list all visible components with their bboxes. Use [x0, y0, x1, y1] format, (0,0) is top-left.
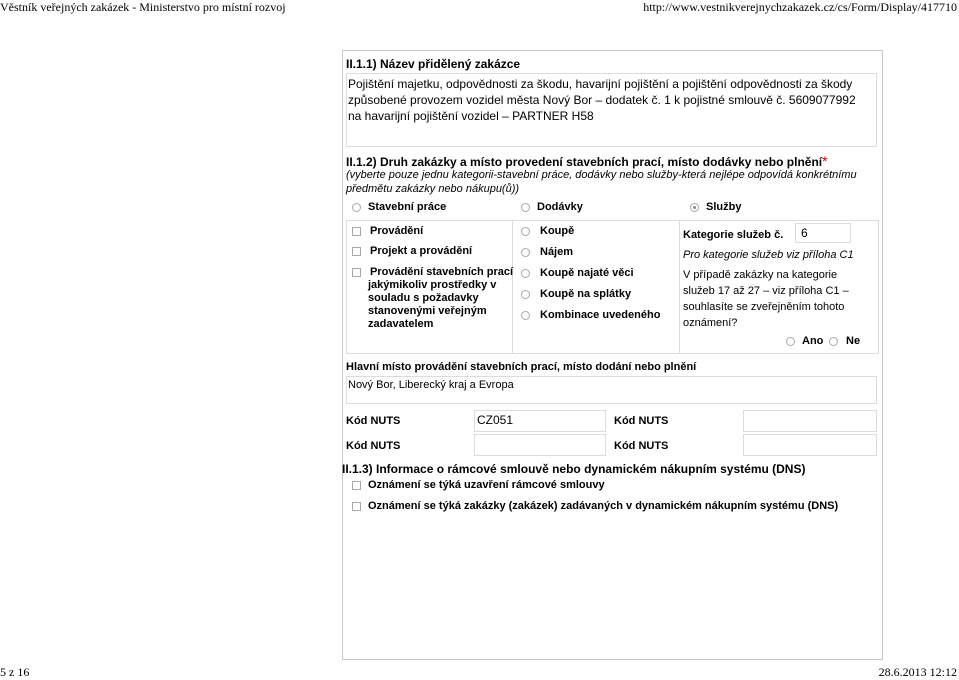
contract-name-line: Pojištění majetku, odpovědnosti za škodu, havarijní pojištění a pojištění odpovědnosti za škody — [348, 77, 853, 91]
radio-koupe-najate-veci[interactable] — [521, 269, 530, 278]
question-line: oznámení? — [683, 317, 738, 329]
nuts-label: Kód NUTS — [346, 440, 401, 452]
nuts-label: Kód NUTS — [614, 440, 669, 452]
nuts-field-3[interactable] — [474, 434, 606, 456]
type-label-stavebni: Stavební práce — [368, 201, 447, 213]
section-heading-name: II.1.1) Název přidělený zakázce — [346, 57, 521, 71]
checkbox-provadeni[interactable] — [352, 227, 361, 236]
option-label-multiline — [370, 266, 513, 331]
nuts-label: Kód NUTS — [346, 415, 401, 427]
no-label: Ne — [846, 335, 861, 347]
checkbox-provadeni-stavebnich-praci[interactable] — [352, 268, 361, 277]
type-label-sluzby: Služby — [706, 201, 742, 213]
publication-question — [683, 267, 849, 331]
radio-ano[interactable] — [786, 337, 795, 346]
contract-name-line: způsobené provozem vozidel města Nový Bor – dodatek č. 1 k pojistné smlouvě č. 5609077992 — [348, 93, 856, 107]
service-category-value: 6 — [801, 226, 808, 240]
section-heading-framework: II.1.3) Informace o rámcové smlouvě nebo dynamickém nákupním systému (DNS) — [342, 462, 806, 476]
checkbox-projekt-a-provadeni[interactable] — [352, 247, 361, 256]
service-category-field[interactable] — [795, 223, 851, 243]
radio-ne[interactable] — [829, 337, 838, 346]
annex-note: Pro kategorie služeb viz příloha C1 — [683, 249, 854, 261]
required-mark: * — [822, 153, 828, 169]
framework-option-label: Oznámení se týká uzavření rámcové smlouvy — [368, 479, 605, 491]
option-label-line: souladu s požadavky — [368, 292, 479, 304]
question-line: souhlasíte se zveřejněním tohoto — [683, 301, 845, 313]
option-label: Kombinace uvedeného — [540, 309, 661, 321]
section-heading-type — [346, 153, 828, 169]
nuts-value: CZ051 — [477, 413, 514, 427]
dns-option-label: Oznámení se týká zakázky (zakázek) zadávaných v dynamickém nákupním systému (DNS) — [368, 500, 839, 512]
place-value: Nový Bor, Liberecký kraj a Evropa — [348, 379, 514, 391]
checkbox-framework-agreement[interactable] — [352, 481, 361, 490]
option-label: Provádění — [370, 225, 424, 237]
yes-label: Ano — [802, 335, 824, 347]
option-label-line: zadavatelem — [368, 318, 434, 330]
section-heading-type-text: II.1.2) Druh zakázky a místo provedení stavebních prací, místo dodávky nebo plnění — [346, 155, 823, 169]
radio-stavebni-prace[interactable] — [352, 203, 361, 212]
page-counter: 5 z 16 — [0, 665, 30, 679]
type-label-dodavky: Dodávky — [537, 201, 583, 213]
option-label-line: stanovenými veřejným — [368, 305, 487, 317]
option-label-line: Provádění stavebních prací — [370, 266, 514, 278]
radio-sluzby[interactable] — [690, 203, 699, 212]
question-line: V případě zakázky na kategorie — [683, 269, 838, 281]
print-header-title: Věstník veřejných zakázek - Ministerstvo pro místní rozvoj — [0, 0, 286, 14]
service-category-label: Kategorie služeb č. — [683, 229, 784, 241]
place-label: Hlavní místo provádění stavebních prací, místo dodání nebo plnění — [346, 361, 697, 373]
instruction-line: (vyberte pouze jednu kategorii-stavební práce, dodávky nebo služby-která nejlépe odpovídá konkrétnímu — [346, 169, 857, 181]
radio-koupe-na-splatky[interactable] — [521, 290, 530, 299]
option-label: Nájem — [540, 246, 574, 258]
option-label: Projekt a provádění — [370, 245, 473, 257]
radio-kombinace[interactable] — [521, 311, 530, 320]
question-line: služeb 17 až 27 – viz příloha C1 – — [683, 285, 849, 297]
contract-name-line: na havarijní pojištění vozidel – PARTNER H58 — [348, 109, 594, 123]
instruction-line: předmětu zakázky nebo nákupu(ů)) — [346, 183, 520, 195]
grid-divider — [679, 220, 680, 353]
option-label: Koupě na splátky — [540, 288, 632, 300]
option-label: Koupě — [540, 225, 575, 237]
place-field[interactable] — [346, 376, 877, 404]
radio-dodavky[interactable] — [521, 203, 530, 212]
print-header-url: http://www.vestnikverejnychzakazek.cz/cs/Form/Display/417710 — [643, 0, 957, 14]
nuts-field-4[interactable] — [743, 434, 877, 456]
option-label-line: jakýmikoliv prostředky v — [368, 279, 497, 291]
option-label: Koupě najaté věci — [540, 267, 634, 279]
contract-name-field[interactable] — [346, 73, 877, 147]
nuts-field-1[interactable] — [474, 410, 606, 432]
print-datetime: 28.6.2013 12:12 — [878, 665, 957, 679]
nuts-field-2[interactable] — [743, 410, 877, 432]
radio-koupe[interactable] — [521, 227, 530, 236]
nuts-label: Kód NUTS — [614, 415, 669, 427]
checkbox-dns[interactable] — [352, 502, 361, 511]
radio-najem[interactable] — [521, 248, 530, 257]
